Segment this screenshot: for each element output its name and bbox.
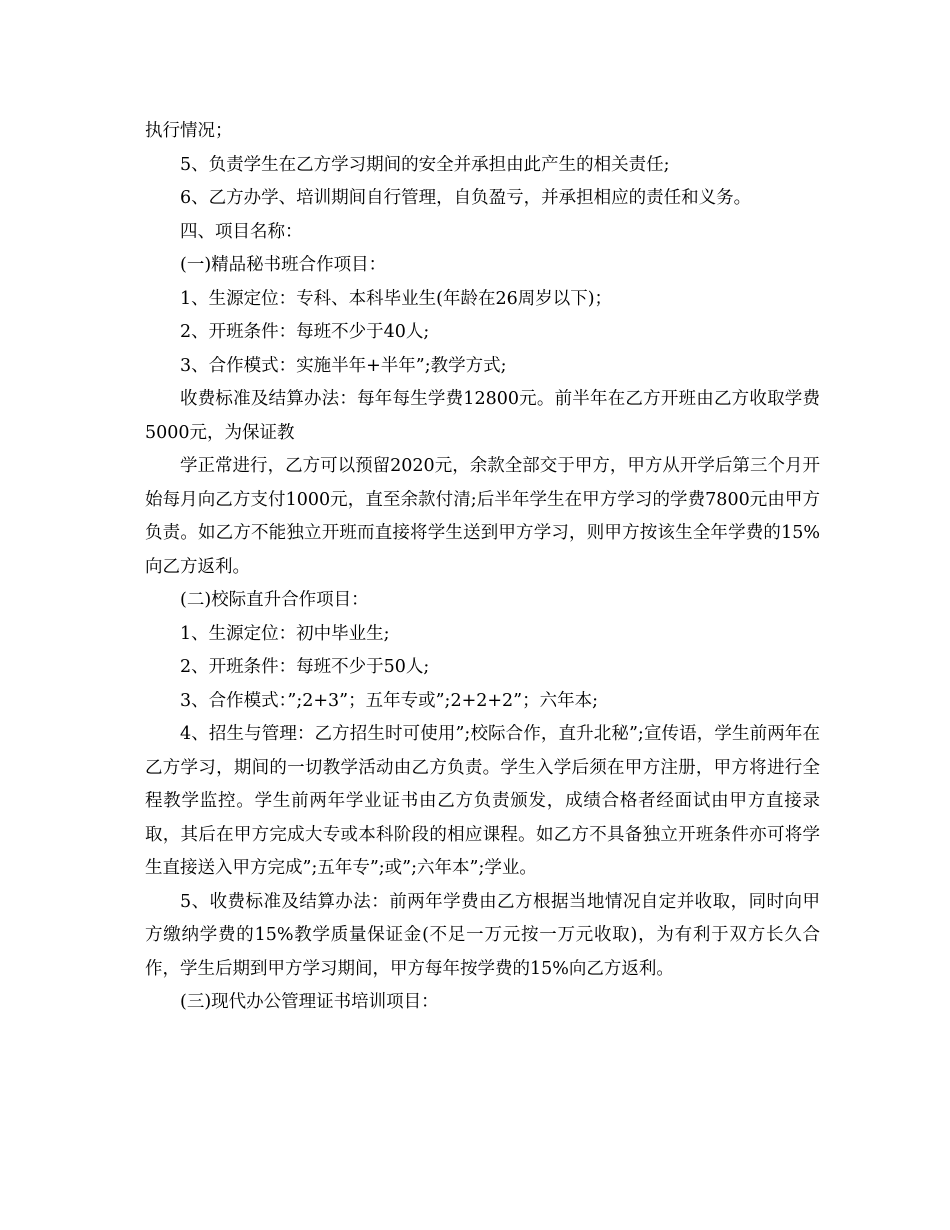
- paragraph-6: 1、生源定位：专科、本科毕业生(年龄在26周岁以下)；: [180, 288, 613, 309]
- subsection-heading-2: (二)校际直升合作项目：: [180, 590, 369, 610]
- paragraph-14: 3、合作模式：”;2+3”；五年专或”;2+2+2”；六年本;: [180, 690, 599, 711]
- paragraph-12: 1、生源定位：初中毕业生;: [180, 623, 390, 644]
- paragraph-15: 4、招生与管理：乙方招生时可使用”;校际合作，直升北秘”;宣传语，学生前两年在乙方学习，期间的一切教学活动由乙方负责。学生入学后须在甲方注册，甲方将进行全程教学监控。学生前两年学业证书由乙方负责颁发，成绩合格者经面试由甲方直接录取，其后在甲方完成大专或本科阶段的相应课程。如乙方不具备独立开班条件亦可将学生直接送入甲方完成”;五年专”;或”;六年本”;学业。: [145, 724, 820, 878]
- paragraph-9: 收费标准及结算办法：每年每生学费12800元。前半年在乙方开班由乙方收取学费5000元，为保证教: [145, 389, 820, 443]
- paragraph-7: 2、开班条件：每班不少于40人;: [180, 322, 430, 342]
- paragraph-3: 6、乙方办学、培训期间自行管理，自负盈亏，并承担相应的责任和义务。: [180, 188, 752, 208]
- paragraph-8: 3、合作模式：实施半年+半年”;教学方式;: [180, 355, 507, 376]
- subsection-heading-1: (一)精品秘书班合作项目：: [180, 255, 387, 275]
- paragraph-2: 5、负责学生在乙方学习期间的安全并承担由此产生的相关责任;: [180, 154, 670, 175]
- paragraph-16: 5、收费标准及结算办法：前两年学费由乙方根据当地情况自定并收取，同时向甲方缴纳学费的15%教学质量保证金(不足一万元按一万元收取)，为有利于双方长久合作，学生后期到甲方学习期间，甲方每年按学费的15%向乙方返利。: [145, 891, 820, 979]
- paragraph-1: 执行情况；: [145, 121, 233, 141]
- paragraph-10: 学正常进行，乙方可以预留2020元，余款全部交于甲方，甲方从开学后第三个月开始每月向乙方支付1000元，直至余款付清;后半年学生在甲方学习的学费7800元由甲方负责。如乙方不能独立开班而直接将学生送到甲方学习，则甲方按该生全年学费的15%向乙方返利。: [145, 456, 820, 577]
- subsection-heading-3: (三)现代办公管理证书培训项目：: [180, 992, 439, 1012]
- paragraph-13: 2、开班条件：每班不少于50人;: [180, 657, 430, 677]
- section-heading-project-names: 四、项目名称：: [180, 221, 303, 242]
